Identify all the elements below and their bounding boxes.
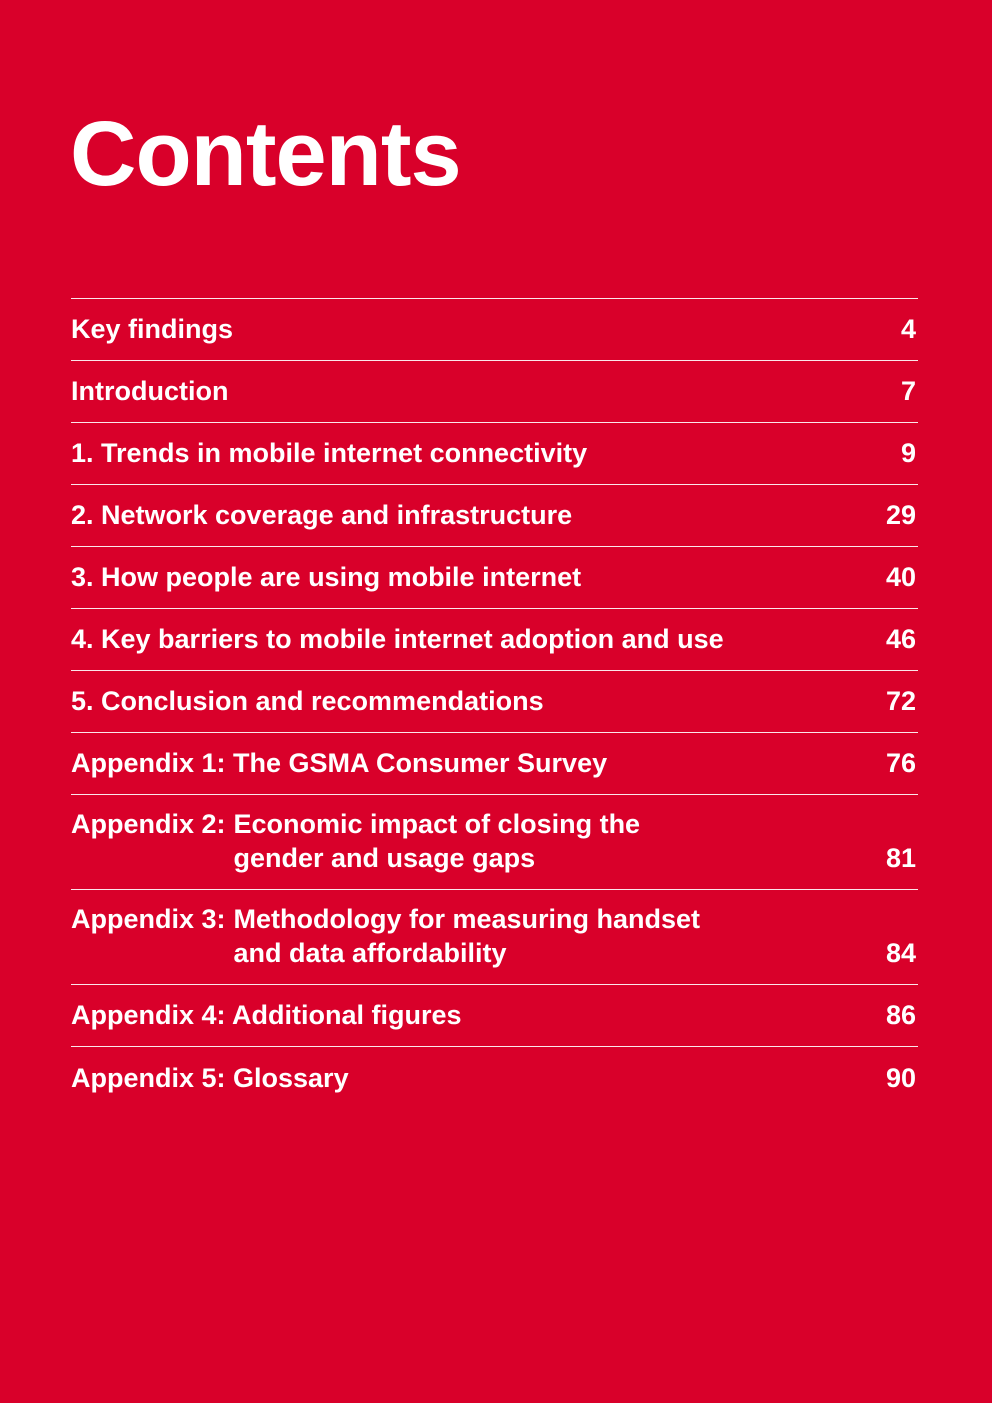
toc-entry-title: 2. Network coverage and infrastructure: [71, 500, 573, 530]
toc-page-number: 4: [900, 314, 916, 344]
toc-page-number: 40: [885, 562, 916, 592]
page-title: Contents: [70, 103, 461, 205]
toc-entry-appendix-2[interactable]: [71, 795, 918, 890]
toc-entry-prefix: Appendix 2:: [71, 809, 226, 839]
toc-entry-title-line: Methodology for measuring handset: [233, 904, 701, 934]
toc-page-number: 7: [900, 376, 916, 406]
toc-page-number: 81: [885, 843, 916, 873]
toc-page-number: 86: [885, 1000, 916, 1030]
toc-page-number: 76: [885, 748, 916, 778]
toc-entry-appendix-1[interactable]: [71, 733, 918, 795]
toc-entry-title-lines: [234, 902, 701, 970]
toc-entry-how-people-use[interactable]: [71, 547, 918, 609]
toc-page-number: 9: [900, 438, 916, 468]
toc-entry-title: Appendix 5: Glossary: [71, 1063, 349, 1093]
toc-entry-title: [71, 807, 640, 875]
toc-entry-title: Appendix 1: The GSMA Consumer Survey: [71, 748, 608, 778]
toc-entry-conclusion[interactable]: [71, 671, 918, 733]
toc-entry-title: 5. Conclusion and recommendations: [71, 686, 544, 716]
toc-page-number: 90: [885, 1063, 916, 1093]
toc-entry-title: Introduction: [71, 376, 229, 406]
toc-page-number: 46: [885, 624, 916, 654]
toc-entry-title: [71, 902, 700, 970]
toc-entry-title: Key findings: [71, 314, 234, 344]
table-of-contents: [71, 298, 918, 1109]
toc-entry-title: 3. How people are using mobile internet: [71, 562, 582, 592]
toc-entry-title-line: Economic impact of closing the: [233, 809, 641, 839]
toc-entry-appendix-5[interactable]: [71, 1047, 918, 1109]
toc-entry-appendix-3[interactable]: [71, 890, 918, 985]
toc-entry-title-line: gender and usage gaps: [233, 843, 536, 873]
toc-page-number: 84: [885, 938, 916, 968]
toc-entry-key-findings[interactable]: [71, 299, 918, 361]
toc-entry-appendix-4[interactable]: [71, 985, 918, 1047]
toc-entry-prefix: Appendix 3:: [71, 904, 226, 934]
toc-entry-key-barriers[interactable]: [71, 609, 918, 671]
toc-entry-title-line: and data affordability: [233, 938, 507, 968]
toc-page-number: 72: [885, 686, 916, 716]
toc-entry-title: 4. Key barriers to mobile internet adoption and use: [71, 624, 724, 654]
toc-entry-title: 1. Trends in mobile internet connectivity: [71, 438, 588, 468]
toc-entry-title: Appendix 4: Additional figures: [71, 1000, 462, 1030]
toc-entry-introduction[interactable]: [71, 361, 918, 423]
toc-page-number: 29: [885, 500, 916, 530]
toc-entry-trends[interactable]: [71, 423, 918, 485]
toc-entry-title-lines: [234, 807, 641, 875]
toc-entry-network-coverage[interactable]: [71, 485, 918, 547]
